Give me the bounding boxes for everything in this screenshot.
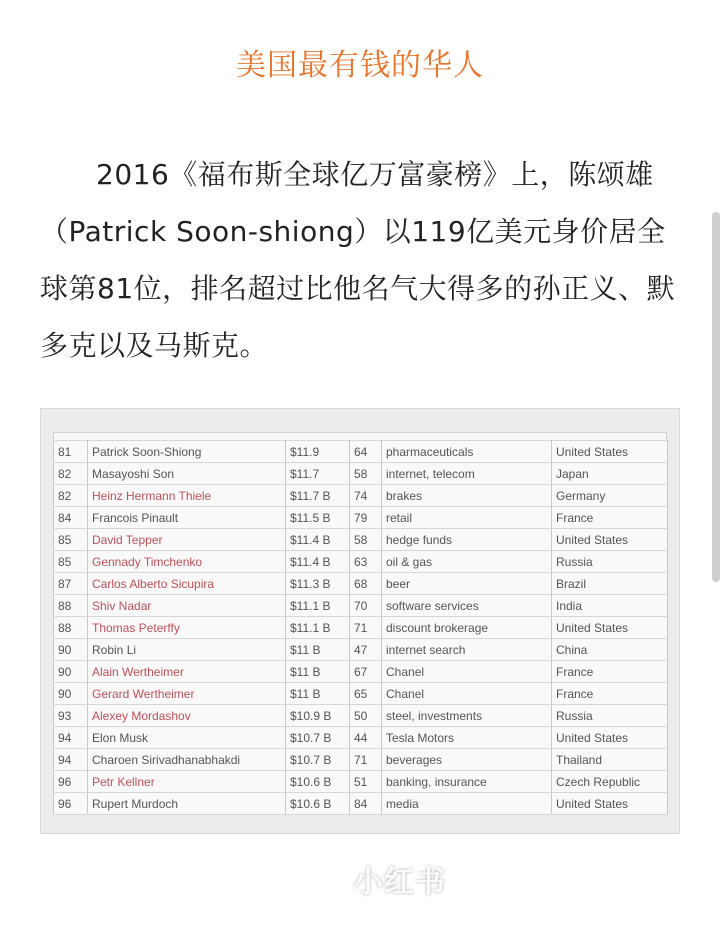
cell-rank: 88 <box>54 617 88 639</box>
cell-name: Charoen Sirivadhanabhakdi <box>88 749 286 771</box>
cell-rank: 87 <box>54 573 88 595</box>
table-row <box>54 683 668 705</box>
cell-source: media <box>382 793 552 815</box>
cell-worth: $11.5 B <box>286 507 350 529</box>
cell-rank: 96 <box>54 793 88 815</box>
cell-name: David Tepper <box>88 529 286 551</box>
cell-source: pharmaceuticals <box>382 441 552 463</box>
article-paragraph: 2016《福布斯全球亿万富豪榜》上，陈颂雄（Patrick Soon-shiong）以119亿美元身价居全球第81位，排名超过比他名气大得多的孙正义、默多克以及马斯克。 <box>40 158 676 362</box>
cell-source: software services <box>382 595 552 617</box>
cell-age: 63 <box>350 551 382 573</box>
cell-worth: $11.1 B <box>286 617 350 639</box>
cell-name: Rupert Murdoch <box>88 793 286 815</box>
cell-worth: $11 B <box>286 661 350 683</box>
table-row <box>54 441 668 463</box>
cell-country: Brazil <box>552 573 668 595</box>
cell-age: 47 <box>350 639 382 661</box>
cell-worth: $11 B <box>286 639 350 661</box>
table-row <box>54 595 668 617</box>
cell-age: 64 <box>350 441 382 463</box>
cell-rank: 96 <box>54 771 88 793</box>
cell-name: Masayoshi Son <box>88 463 286 485</box>
cell-country: Thailand <box>552 749 668 771</box>
cell-age: 65 <box>350 683 382 705</box>
billionaire-table <box>53 440 668 815</box>
cell-country: Russia <box>552 705 668 727</box>
cell-country: Germany <box>552 485 668 507</box>
cell-rank: 94 <box>54 727 88 749</box>
table-row <box>54 749 668 771</box>
cell-source: steel, investments <box>382 705 552 727</box>
cell-country: United States <box>552 793 668 815</box>
table-row <box>54 727 668 749</box>
cell-source: beer <box>382 573 552 595</box>
cell-country: United States <box>552 441 668 463</box>
cell-name: Heinz Hermann Thiele <box>88 485 286 507</box>
table-row <box>54 529 668 551</box>
xiaohongshu-watermark: 小红书 <box>353 865 446 900</box>
cell-rank: 93 <box>54 705 88 727</box>
cell-country: China <box>552 639 668 661</box>
cell-source: Tesla Motors <box>382 727 552 749</box>
cell-country: United States <box>552 617 668 639</box>
cell-rank: 85 <box>54 551 88 573</box>
cell-source: internet search <box>382 639 552 661</box>
cell-age: 84 <box>350 793 382 815</box>
cell-name: Francois Pinault <box>88 507 286 529</box>
cell-worth: $10.6 B <box>286 771 350 793</box>
cell-name: Gennady Timchenko <box>88 551 286 573</box>
cell-source: discount brokerage <box>382 617 552 639</box>
cell-rank: 82 <box>54 485 88 507</box>
cell-worth: $10.6 B <box>286 793 350 815</box>
cell-name: Shiv Nadar <box>88 595 286 617</box>
cell-age: 70 <box>350 595 382 617</box>
cell-rank: 90 <box>54 661 88 683</box>
cell-source: retail <box>382 507 552 529</box>
table-row <box>54 485 668 507</box>
cell-rank: 90 <box>54 639 88 661</box>
cell-name: Patrick Soon-Shiong <box>88 441 286 463</box>
cell-source: Chanel <box>382 661 552 683</box>
cell-rank: 84 <box>54 507 88 529</box>
cell-age: 74 <box>350 485 382 507</box>
cell-age: 50 <box>350 705 382 727</box>
cell-worth: $11.4 B <box>286 551 350 573</box>
cell-age: 51 <box>350 771 382 793</box>
cell-age: 68 <box>350 573 382 595</box>
table-row <box>54 507 668 529</box>
cell-name: Alain Wertheimer <box>88 661 286 683</box>
cell-country: Czech Republic <box>552 771 668 793</box>
cell-name: Petr Kellner <box>88 771 286 793</box>
cell-worth: $11.7 B <box>286 485 350 507</box>
forbes-list-image[interactable] <box>40 408 680 900</box>
cell-age: 79 <box>350 507 382 529</box>
cell-age: 58 <box>350 463 382 485</box>
cell-worth: $11.4 B <box>286 529 350 551</box>
table-row <box>54 661 668 683</box>
cell-country: France <box>552 683 668 705</box>
cell-worth: $10.9 B <box>286 705 350 727</box>
cell-country: United States <box>552 727 668 749</box>
table-row <box>54 771 668 793</box>
cell-source: Chanel <box>382 683 552 705</box>
cell-worth: $11.9 <box>286 441 350 463</box>
cell-source: brakes <box>382 485 552 507</box>
cell-rank: 88 <box>54 595 88 617</box>
cell-worth: $10.7 B <box>286 749 350 771</box>
cell-worth: $11.3 B <box>286 573 350 595</box>
cell-source: internet, telecom <box>382 463 552 485</box>
cell-name: Thomas Peterffy <box>88 617 286 639</box>
cell-rank: 90 <box>54 683 88 705</box>
cell-name: Alexey Mordashov <box>88 705 286 727</box>
table-row <box>54 463 668 485</box>
table-row <box>54 617 668 639</box>
cell-country: United States <box>552 529 668 551</box>
cell-country: France <box>552 507 668 529</box>
cell-worth: $11.1 B <box>286 595 350 617</box>
table-row <box>54 705 668 727</box>
cell-country: France <box>552 661 668 683</box>
cell-worth: $11.7 <box>286 463 350 485</box>
cell-rank: 82 <box>54 463 88 485</box>
cell-worth: $10.7 B <box>286 727 350 749</box>
cell-age: 44 <box>350 727 382 749</box>
cell-name: Elon Musk <box>88 727 286 749</box>
cell-rank: 85 <box>54 529 88 551</box>
table-row <box>54 793 668 815</box>
cell-source: hedge funds <box>382 529 552 551</box>
cell-country: Russia <box>552 551 668 573</box>
cell-rank: 81 <box>54 441 88 463</box>
table-row <box>54 639 668 661</box>
article-title: 美国最有钱的华人 <box>236 48 484 83</box>
table-row <box>54 573 668 595</box>
cell-source: beverages <box>382 749 552 771</box>
cell-name: Gerard Wertheimer <box>88 683 286 705</box>
cell-age: 67 <box>350 661 382 683</box>
page-scrollbar[interactable] <box>712 212 720 582</box>
table-row <box>54 551 668 573</box>
cell-country: India <box>552 595 668 617</box>
cell-name: Robin Li <box>88 639 286 661</box>
cell-name: Carlos Alberto Sicupira <box>88 573 286 595</box>
cell-age: 71 <box>350 617 382 639</box>
cell-rank: 94 <box>54 749 88 771</box>
cell-country: Japan <box>552 463 668 485</box>
cell-source: oil & gas <box>382 551 552 573</box>
cell-age: 58 <box>350 529 382 551</box>
cell-age: 71 <box>350 749 382 771</box>
cell-worth: $11 B <box>286 683 350 705</box>
cell-source: banking, insurance <box>382 771 552 793</box>
